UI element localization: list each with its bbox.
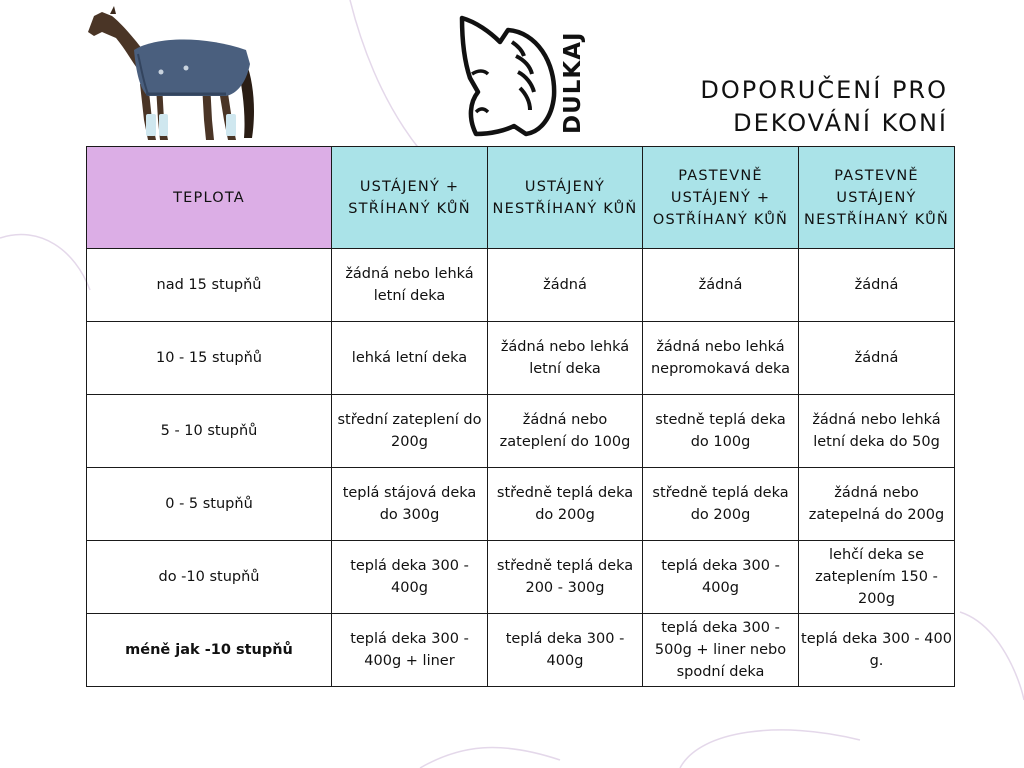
- logo-text: DULKAJ: [560, 31, 586, 134]
- table-cell: žádná: [643, 249, 799, 322]
- table-row: [87, 614, 955, 687]
- header-pasture-unclipped: PASTEVNĚ USTÁJENÝ NESTŘÍHANÝ KŮŇ: [799, 147, 955, 249]
- table-cell: teplá stájová deka do 300g: [332, 468, 488, 541]
- table-cell: lehčí deka se zateplením 150 - 200g: [799, 541, 955, 614]
- header-stabled-clipped: USTÁJENÝ + STŘÍHANÝ KŮŇ: [332, 147, 488, 249]
- table-cell: žádná: [488, 249, 643, 322]
- table-cell: žádná nebo zateplení do 100g: [488, 395, 643, 468]
- table-cell: teplá deka 300 - 400 g.: [799, 614, 955, 687]
- row-temperature: 5 - 10 stupňů: [87, 395, 332, 468]
- row-temperature: 10 - 15 stupňů: [87, 322, 332, 395]
- header-pasture-clipped: PASTEVNĚ USTÁJENÝ + OSTŘÍHANÝ KŮŇ: [643, 147, 799, 249]
- row-temperature: do -10 stupňů: [87, 541, 332, 614]
- table-cell: žádná nebo zatepelná do 200g: [799, 468, 955, 541]
- table-cell: teplá deka 300 - 500g + liner nebo spodní deka: [643, 614, 799, 687]
- table-cell: střední zateplení do 200g: [332, 395, 488, 468]
- table-cell: lehká letní deka: [332, 322, 488, 395]
- table-cell: středně teplá deka 200 - 300g: [488, 541, 643, 614]
- table-cell: žádná nebo lehká nepromokavá deka: [643, 322, 799, 395]
- table-cell: žádná: [799, 322, 955, 395]
- blanket-recommendation-table: [86, 146, 955, 687]
- page-title: [700, 74, 948, 140]
- horse-with-blanket-image: [86, 2, 268, 146]
- row-temperature: méně jak -10 stupňů: [87, 614, 332, 687]
- table-cell: stedně teplá deka do 100g: [643, 395, 799, 468]
- row-temperature: 0 - 5 stupňů: [87, 468, 332, 541]
- title-line-1: DOPORUČENÍ PRO: [700, 76, 948, 104]
- table-row: [87, 322, 955, 395]
- table-cell: středně teplá deka do 200g: [643, 468, 799, 541]
- header-stabled-unclipped: USTÁJENÝ NESTŘÍHANÝ KŮŇ: [488, 147, 643, 249]
- table-cell: teplá deka 300 - 400g: [332, 541, 488, 614]
- table-cell: žádná nebo lehká letní deka do 50g: [799, 395, 955, 468]
- table-cell: teplá deka 300 - 400g: [643, 541, 799, 614]
- dulkaj-logo: [456, 12, 592, 138]
- table-cell: středně teplá deka do 200g: [488, 468, 643, 541]
- table-row: [87, 249, 955, 322]
- table-cell: žádná: [799, 249, 955, 322]
- table-cell: teplá deka 300 - 400g: [488, 614, 643, 687]
- table-row: [87, 468, 955, 541]
- header-temperature: TEPLOTA: [87, 147, 332, 249]
- header-row: [87, 147, 955, 249]
- table-cell: teplá deka 300 - 400g + liner: [332, 614, 488, 687]
- row-temperature: nad 15 stupňů: [87, 249, 332, 322]
- table-row: [87, 395, 955, 468]
- table-row: [87, 541, 955, 614]
- table-cell: žádná nebo lehká letní deka: [488, 322, 643, 395]
- title-line-2: DEKOVÁNÍ KONÍ: [733, 109, 948, 137]
- table-cell: žádná nebo lehká letní deka: [332, 249, 488, 322]
